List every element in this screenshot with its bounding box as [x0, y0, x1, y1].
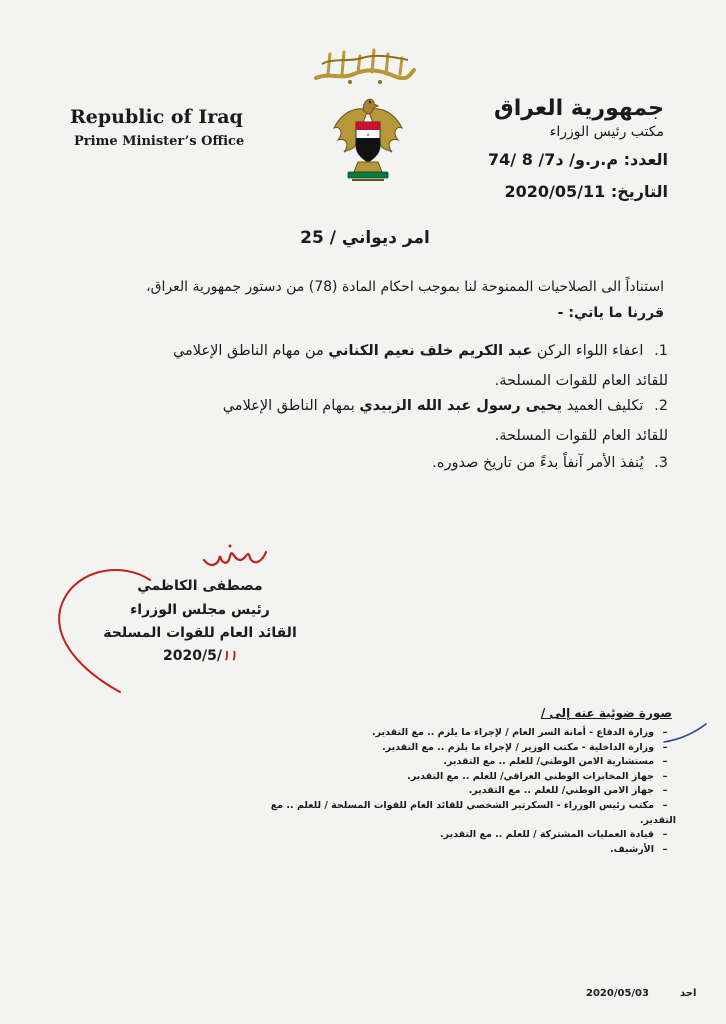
order-item-2	[88, 391, 668, 451]
list-item: –الأرشيف.	[610, 843, 668, 855]
signatory-role-commander: القائد العام للقوات المسلحة	[103, 625, 297, 641]
bismillah-calligraphy-icon	[310, 44, 418, 88]
list-item: –جهاز المخابرات الوطني العراقي/ للعلم .. مع التقدير.	[407, 770, 668, 782]
order-item-person: يحيى رسول عبد الله الزبيدي	[359, 398, 563, 414]
order-item-number: 1.	[654, 343, 668, 359]
signatory-role-prime-minister: رئيس مجلس الوزراء	[130, 602, 270, 618]
order-item-3	[88, 448, 668, 478]
list-item: –مستشارية الامن الوطني/ للعلم .. مع التقدير.	[443, 756, 668, 768]
english-office-name: Prime Minister’s Office	[74, 134, 245, 149]
footer-mark: احد	[680, 988, 697, 999]
arabic-country-name: جمهورية العراق	[494, 96, 664, 121]
signature-date-handwritten: ١١	[221, 648, 237, 664]
order-item-text: يُنفذ الأمر آنفاً بدءً من تاريخ صدوره.	[432, 455, 644, 471]
list-item: –قيادة العمليات المشتركة / للعلم .. مع التقدير.	[440, 829, 668, 841]
copies-heading: صورة ضوئية عنه إلى /	[540, 706, 672, 720]
arabic-office-name: مكتب رئيس الوزراء	[549, 124, 664, 140]
signature-date-printed: 2020/5/	[163, 648, 222, 664]
signature-date	[130, 648, 270, 664]
list-item: –وزارة الدفاع - أمانة السر العام / لإجراء ما يلزم .. مع التقدير.	[372, 727, 668, 738]
signatory-name: مصطفى الكاظمي	[137, 578, 263, 594]
reference-number: العدد: م.ر.و/ د7/ 8 /74	[488, 150, 668, 169]
copies-list	[256, 726, 676, 857]
order-item-number: 2.	[654, 398, 668, 414]
iraq-eagle-emblem-icon	[330, 88, 406, 188]
signature-scribble-icon	[200, 538, 270, 574]
order-item-continuation: للقائد العام للقوات المسلحة.	[494, 373, 668, 389]
order-item-text: تكليف العميد	[562, 398, 644, 414]
order-item-1	[88, 336, 668, 396]
list-item: –مكتب رئيس الوزراء - السكرتير الشخصي للقائد العام للقوات المسلحة / للعلم .. مع التقدير.	[270, 799, 676, 826]
list-item: –جهاز الامن الوطني/ للعلم .. مع التقدير.	[468, 785, 668, 797]
order-item-text-end: من مهام الناطق الإعلامي	[172, 343, 329, 359]
order-item-text: اعفاء اللواء الركن	[532, 343, 644, 359]
order-decided-heading: قررنا ما ياتي: -	[557, 305, 664, 321]
svg-text:★: ★	[366, 132, 370, 137]
english-country-name: Republic of Iraq	[70, 106, 243, 128]
order-item-person: عبد الكريم خلف نعيم الكناني	[328, 343, 533, 359]
list-item: –وزارة الداخلية - مكتب الوزير / لإجراء ما يلزم .. مع التقدير.	[382, 741, 668, 753]
order-item-text-end: بمهام الناطق الإعلامي	[222, 398, 360, 414]
order-preamble: استناداً الى الصلاحيات الممنوحة لنا بموجب احكام المادة (78) من دستور جمهورية العراق،	[146, 279, 664, 295]
order-item-continuation: للقائد العام للقوات المسلحة.	[494, 428, 668, 444]
footer-date: 2020/05/03	[586, 988, 649, 999]
order-item-number: 3.	[654, 455, 668, 471]
order-title: امر ديواني / 25	[300, 228, 430, 248]
issue-date: التاريخ: 2020/05/11	[504, 182, 668, 201]
